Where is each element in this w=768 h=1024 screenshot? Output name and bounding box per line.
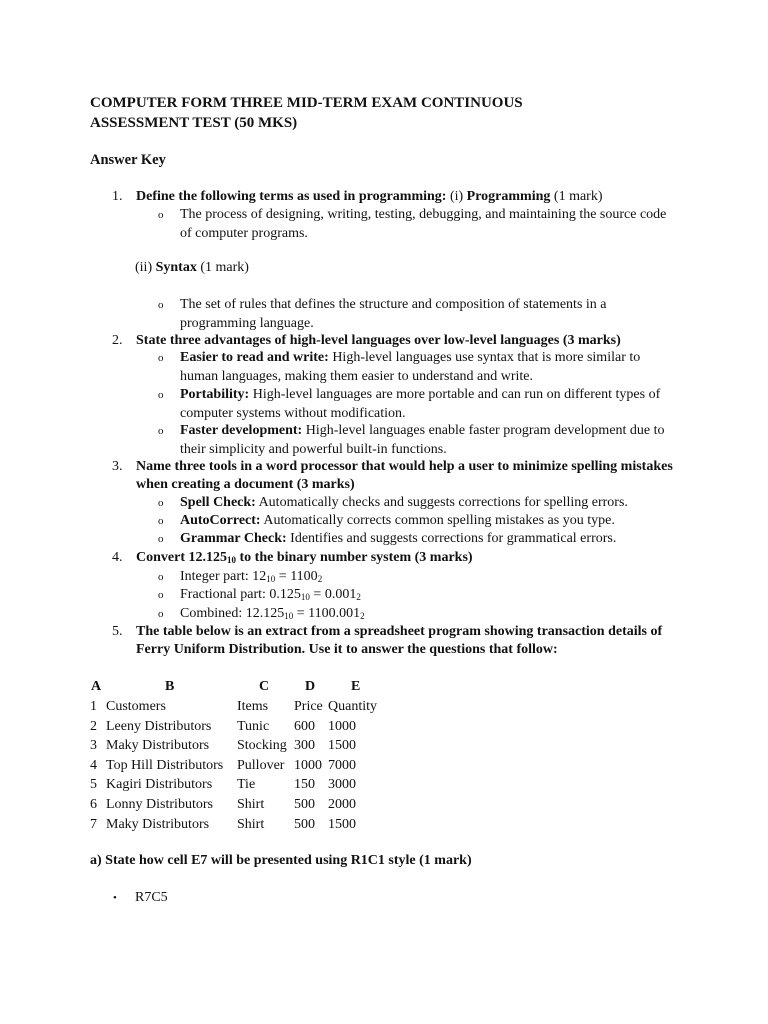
document-title	[90, 93, 690, 133]
cell-price: 500	[294, 817, 315, 832]
cell-quantity: 1500	[328, 738, 356, 753]
answer-term: Grammar Check:	[180, 531, 287, 546]
answer-text: The process of designing, writing, testing, debugging, and maintaining the source code of computer programs.	[180, 207, 667, 241]
sub-bullet-icon: o	[158, 515, 164, 527]
cell-item: Pullover	[237, 758, 285, 773]
sub-bullet-icon: o	[158, 425, 164, 437]
column-header-c: C	[259, 679, 270, 694]
answer-text	[180, 586, 680, 605]
cell-quantity: 3000	[328, 777, 356, 792]
title-line-2: ASSESSMENT TEST (50 MKS)	[90, 115, 298, 131]
conversion-text: Integer part: 12	[180, 569, 267, 584]
cell-price: 600	[294, 719, 315, 734]
answer-term: Easier to read and write:	[180, 350, 329, 365]
base-subscript: 10	[227, 555, 236, 565]
answer-text	[180, 605, 680, 624]
cell-customer: Leeny Distributors	[106, 719, 212, 734]
sub-bullet-icon: o	[158, 209, 164, 221]
conversion-text: Combined: 12.125	[180, 606, 285, 621]
base-subscript: 10	[266, 574, 276, 584]
question-text	[136, 188, 676, 206]
answer-term: Spell Check:	[180, 495, 256, 510]
question-text: The table below is an extract from a spreadsheet program showing transaction details of Ferry Uniform Distribution. Use it to answer the questions that follow:	[136, 624, 663, 657]
marks-label: (1 mark)	[550, 189, 603, 204]
answer-text	[180, 494, 680, 513]
column-header-b: B	[165, 679, 175, 694]
column-header-e: E	[351, 679, 361, 694]
answer-detail: Identifies and suggests corrections for grammatical errors.	[286, 531, 617, 546]
answer-detail: High-level languages enable faster program development due to their simplicity and powerful built-in functions.	[180, 423, 665, 457]
base-subscript: 2	[356, 592, 361, 602]
question-number: 5.	[112, 624, 123, 639]
term-syntax: Syntax	[155, 260, 197, 275]
question-1-part-ii	[135, 259, 249, 277]
part-prefix: (i)	[446, 189, 467, 204]
bullet-icon: •	[113, 892, 117, 904]
sub-bullet-icon: o	[158, 299, 164, 311]
term-programming: Programming	[466, 189, 551, 204]
prompt-text: Convert 12.125	[136, 550, 227, 565]
cell-item: Tunic	[237, 719, 270, 734]
cell-price: 150	[294, 777, 315, 792]
answer-text	[180, 530, 680, 549]
answer-term: Faster development:	[180, 423, 303, 438]
question-text: State three advantages of high-level languages over low-level languages (3 marks)	[136, 333, 621, 348]
part-prefix: (ii)	[135, 260, 156, 275]
sub-bullet-icon: o	[158, 571, 164, 583]
question-number: 1.	[112, 189, 123, 204]
cell-quantity: Quantity	[328, 699, 377, 714]
column-header-d: D	[305, 679, 316, 694]
answer-key-heading: Answer Key	[90, 152, 166, 168]
cell-price: Price	[294, 699, 323, 714]
column-header-a: A	[91, 679, 102, 694]
cell-customer: Kagiri Distributors	[106, 777, 213, 792]
cell-quantity: 7000	[328, 758, 356, 773]
conversion-text: = 1100.001	[293, 606, 361, 621]
answer-text: R7C5	[135, 890, 168, 905]
row-number: 3	[90, 738, 97, 753]
cell-price: 1000	[294, 758, 322, 773]
base-subscript: 10	[300, 592, 310, 602]
answer-text	[180, 386, 680, 423]
cell-item: Shirt	[237, 817, 265, 832]
answer-term: AutoCorrect:	[180, 513, 261, 528]
cell-customer: Top Hill Distributors	[106, 758, 224, 773]
conversion-text: Fractional part: 0.125	[180, 587, 301, 602]
answer-text	[180, 422, 680, 459]
answer-detail: Automatically corrects common spelling mistakes as you type.	[260, 513, 615, 528]
row-number: 2	[90, 719, 97, 734]
cell-customer: Maky Distributors	[106, 738, 210, 753]
sub-bullet-icon: o	[158, 352, 164, 364]
cell-customer: Lonny Distributors	[106, 797, 213, 812]
question-text: Name three tools in a word processor that would help a user to minimize spelling mistakes when creating a document (3 marks)	[136, 459, 673, 492]
cell-item: Tie	[237, 777, 256, 792]
prompt-text: to the binary number system (3 marks)	[236, 550, 473, 565]
cell-price: 500	[294, 797, 315, 812]
answer-text	[180, 349, 680, 386]
question-prompt: Define the following terms as used in programming:	[136, 189, 447, 204]
sub-bullet-icon: o	[158, 533, 164, 545]
row-number: 1	[90, 699, 97, 714]
conversion-text: = 1100	[275, 569, 318, 584]
base-subscript: 10	[284, 611, 294, 621]
cell-quantity: 1500	[328, 817, 356, 832]
question-number: 4.	[112, 550, 123, 565]
row-number: 7	[90, 817, 97, 832]
cell-quantity: 2000	[328, 797, 356, 812]
sub-bullet-icon: o	[158, 589, 164, 601]
sub-question-a: a) State how cell E7 will be presented using R1C1 style (1 mark)	[90, 853, 472, 868]
answer-detail: High-level languages are more portable and can run on different types of computer systems without modification.	[180, 387, 661, 421]
cell-customer: Customers	[106, 699, 166, 714]
marks-label: (1 mark)	[196, 260, 249, 275]
question-text	[136, 549, 676, 567]
cell-customer: Maky Distributors	[106, 817, 210, 832]
row-number: 5	[90, 777, 97, 792]
row-number: 6	[90, 797, 97, 812]
answer-detail: Automatically checks and suggests corrections for spelling errors.	[255, 495, 628, 510]
answer-text	[180, 512, 680, 531]
question-number: 3.	[112, 459, 123, 474]
question-number: 2.	[112, 333, 123, 348]
cell-item: Shirt	[237, 797, 265, 812]
answer-text: The set of rules that defines the structure and composition of statements in a programming language.	[180, 297, 607, 331]
row-number: 4	[90, 758, 97, 773]
sub-bullet-icon: o	[158, 389, 164, 401]
answer-text	[180, 568, 680, 587]
sub-bullet-icon: o	[158, 497, 164, 509]
sub-bullet-icon: o	[158, 608, 164, 620]
base-subscript: 2	[360, 611, 365, 621]
cell-item: Stocking	[237, 738, 287, 753]
cell-quantity: 1000	[328, 719, 356, 734]
answer-detail: High-level languages use syntax that is more similar to human languages, making them easier to understand and write.	[180, 350, 641, 384]
cell-price: 300	[294, 738, 315, 753]
base-subscript: 2	[317, 574, 323, 584]
answer-term: Portability:	[180, 387, 250, 402]
cell-item: Items	[237, 699, 269, 714]
conversion-text: = 0.001	[309, 587, 357, 602]
title-line-1: COMPUTER FORM THREE MID-TERM EXAM CONTINUOUS	[90, 95, 523, 111]
